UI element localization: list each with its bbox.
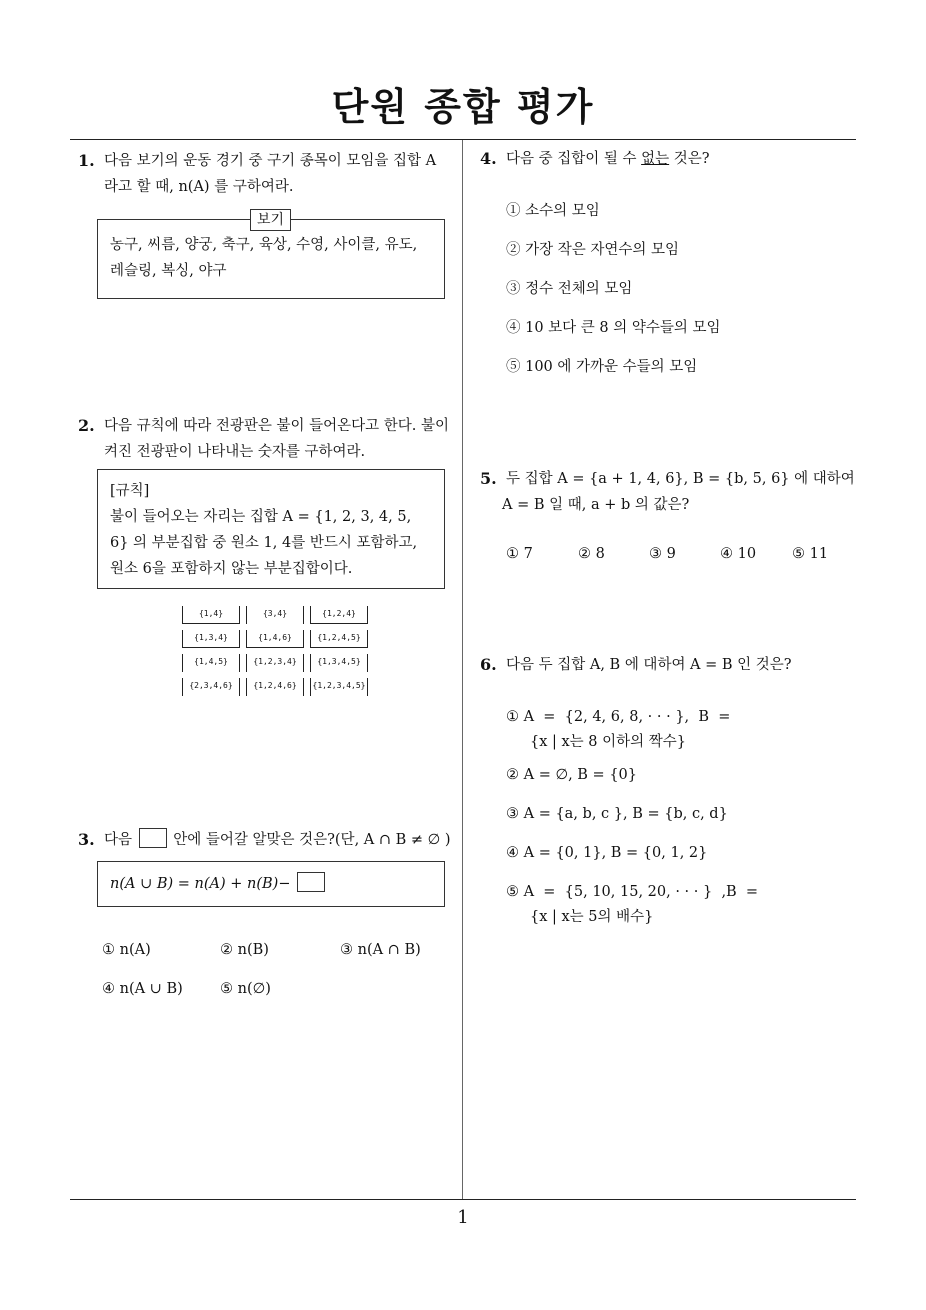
choice-4: ④ A = {0, 1}, B = {0, 1, 2}	[506, 845, 708, 861]
grid-cell: {1,4,6}	[246, 630, 304, 648]
rule-line3: 원소 6을 포함하지 않는 부분집합이다.	[110, 561, 353, 577]
formula-text: n(A ∪ B) = n(A) + n(B)−	[110, 876, 291, 892]
choice-1-line2: {x | x는 8 이하의 짝수}	[530, 734, 687, 750]
question-number: 1.	[78, 151, 95, 170]
choice-1: ① 7	[506, 546, 533, 562]
question-stem: 다음 두 집합 A, B 에 대하여 A = B 인 것은?	[506, 657, 792, 673]
column-divider	[462, 140, 463, 1199]
rule-line2: 6} 의 부분집합 중 원소 1, 4를 반드시 포함하고,	[110, 535, 418, 551]
question-3	[78, 827, 462, 853]
grid-cell: {1,4}	[182, 606, 240, 624]
question-stem-line2: A = B 일 때, a + b 의 값은?	[502, 497, 690, 513]
question-stem	[104, 827, 462, 853]
grid-cell: {1,2,3,4,5}	[310, 678, 368, 696]
grid-cell: {3,4}	[246, 606, 304, 624]
choice-5: ⑤ 100 에 가까운 수들의 모임	[506, 359, 698, 375]
example-box	[97, 212, 445, 299]
choice-5: ⑤ 11	[792, 546, 829, 562]
page-number: 1	[457, 1207, 469, 1228]
grid-cell: {1,2,4,5}	[310, 630, 368, 648]
grid-cell: {1,4,5}	[182, 654, 240, 672]
stem-after: 것은?	[673, 151, 710, 167]
grid-cell: {1,2,4,6}	[246, 678, 304, 696]
choice-5-line2: {x | x는 5의 배수}	[530, 909, 654, 925]
choice-4: ④ 10 보다 큰 8 의 약수들의 모임	[506, 320, 721, 336]
grid-cell: {2,3,4,6}	[182, 678, 240, 696]
choice-5-line1: ⑤ A = {5, 10, 15, 20, · · · } ,B =	[506, 884, 759, 900]
top-rule	[70, 139, 856, 140]
question-number: 3.	[78, 830, 95, 849]
choice-3: ③ 9	[649, 546, 676, 562]
choice-4: ④ n(A ∪ B)	[102, 981, 183, 997]
question-6	[480, 652, 860, 678]
question-1	[78, 148, 462, 200]
choice-1: ① n(A)	[102, 942, 151, 958]
choice-5: ⑤ n(∅)	[220, 981, 271, 997]
question-stem-line2: 켜진 전광판이 나타내는 숫자를 구하여라.	[104, 444, 366, 460]
choice-2: ② A = ∅, B = {0}	[506, 767, 637, 783]
stem-before: 다음	[104, 832, 133, 848]
question-number: 4.	[480, 149, 497, 168]
stem-emphasis: 없는	[641, 151, 670, 167]
question-stem-line1: 다음 보기의 운동 경기 중 구기 종목이 모임을 집합 A	[104, 153, 437, 169]
choice-3: ③ n(A ∩ B)	[340, 942, 421, 958]
choice-2: ② 8	[578, 546, 605, 562]
choice-1-line1: ① A = {2, 4, 6, 8, · · · }, B =	[506, 709, 731, 725]
example-box-line2: 레슬링, 복싱, 야구	[110, 263, 227, 279]
question-stem-line1: 두 집합 A = {a + 1, 4, 6}, B = {b, 5, 6} 에 대하여	[506, 471, 855, 487]
example-box-label: 보기	[250, 209, 291, 231]
choice-1: ① 소수의 모임	[506, 203, 600, 219]
blank-box-icon	[139, 828, 167, 848]
question-5	[480, 466, 860, 518]
question-stem	[506, 146, 860, 172]
rule-box	[97, 469, 445, 589]
choice-2: ② 가장 작은 자연수의 모임	[506, 242, 680, 258]
blank-box-icon	[297, 872, 325, 892]
choice-3: ③ A = {a, b, c }, B = {b, c, d}	[506, 806, 728, 822]
question-4	[480, 146, 860, 172]
choice-2: ② n(B)	[220, 942, 269, 958]
rule-heading: [규칙]	[110, 483, 150, 499]
question-stem-line1: 다음 규칙에 따라 전광판은 불이 들어온다고 한다. 불이	[104, 418, 450, 434]
bottom-rule	[70, 1199, 856, 1200]
stem-after: 안에 들어갈 알맞은 것은?(단, A ∩ B ≠ ∅ )	[173, 832, 451, 848]
grid-cell: {1,3,4}	[182, 630, 240, 648]
question-number: 2.	[78, 416, 95, 435]
formula-box	[97, 861, 445, 907]
example-box-line1: 농구, 씨름, 양궁, 축구, 육상, 수영, 사이클, 유도,	[110, 237, 418, 253]
choice-3: ③ 정수 전체의 모임	[506, 281, 633, 297]
question-number: 5.	[480, 469, 497, 488]
question-stem-line2: 라고 할 때, n(A) 를 구하여라.	[104, 179, 294, 195]
choice-4: ④ 10	[720, 546, 757, 562]
grid-cell: {1,3,4,5}	[310, 654, 368, 672]
stem-before: 다음 중 집합이 될 수	[506, 151, 637, 167]
grid-cell: {1,2,4}	[310, 606, 368, 624]
question-number: 6.	[480, 655, 497, 674]
page-title: 단원 종합 평가	[331, 85, 595, 129]
grid-cell: {1,2,3,4}	[246, 654, 304, 672]
question-2	[78, 413, 462, 465]
rule-line1: 불이 들어오는 자리는 집합 A = {1, 2, 3, 4, 5,	[110, 509, 412, 525]
